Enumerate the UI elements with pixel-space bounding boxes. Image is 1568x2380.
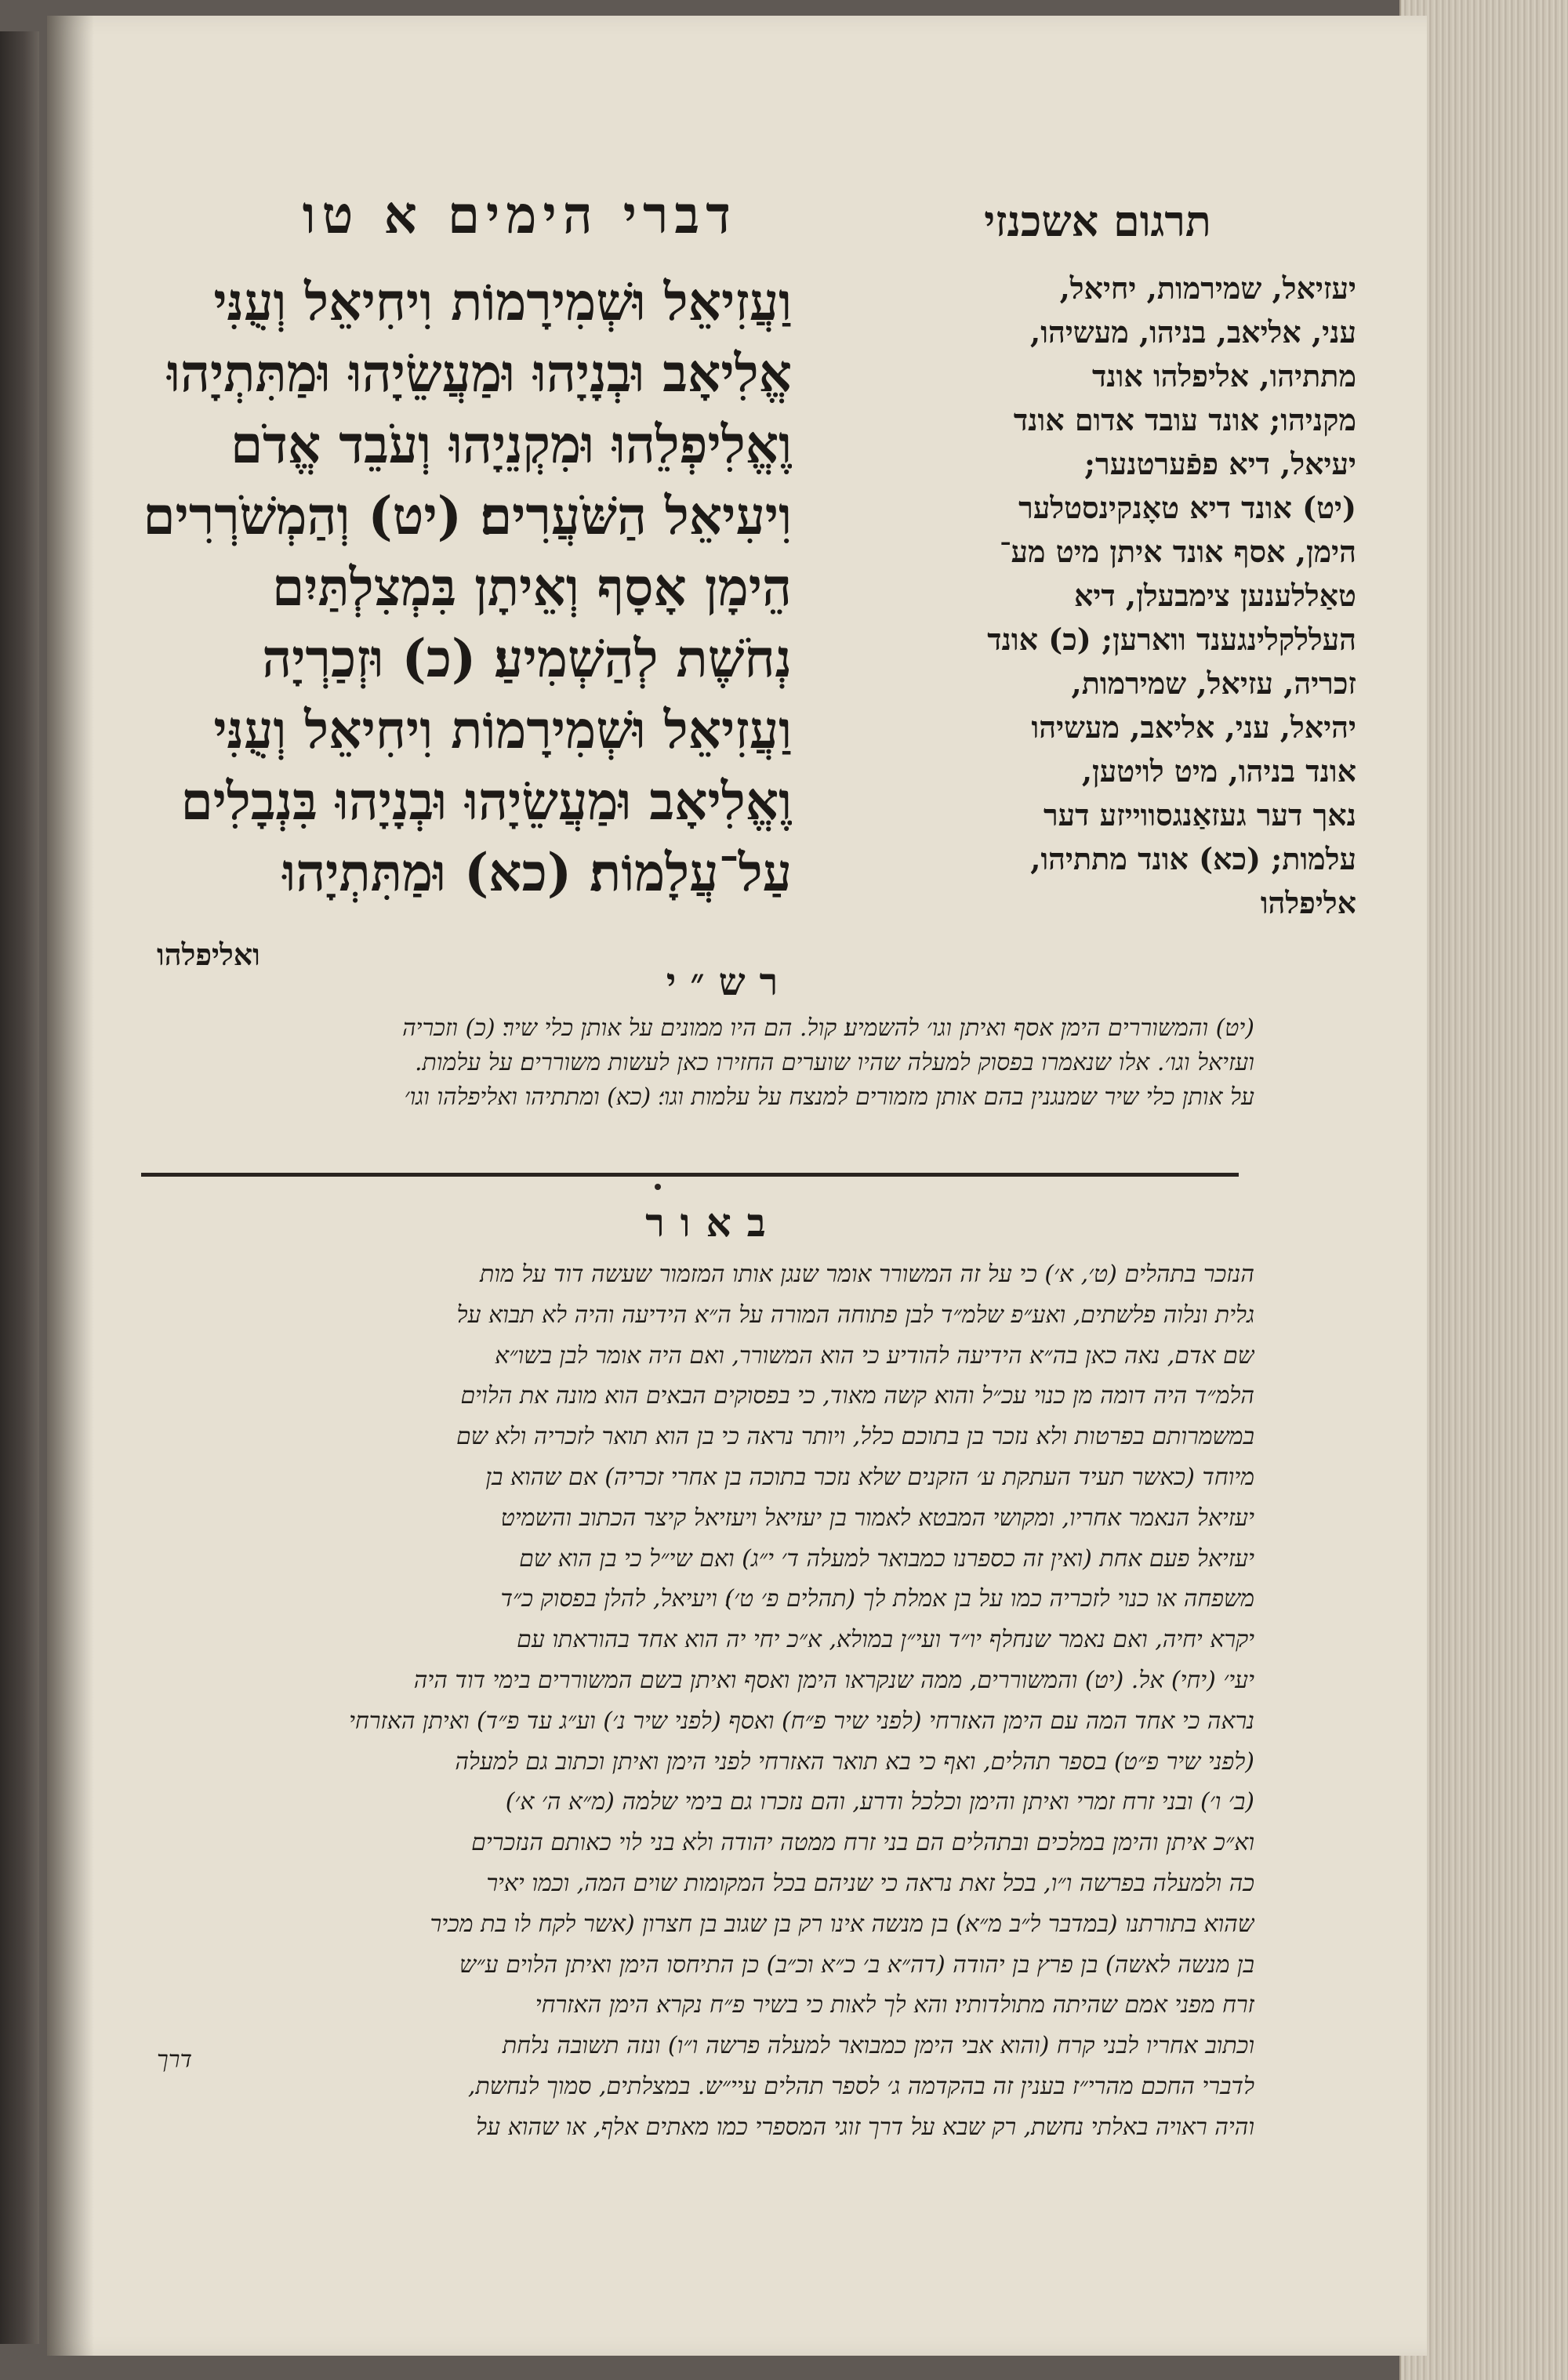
biur-line: מיוחד (כאשר תעיד העתקת ע׳ הזקנים שלא נזכר בתוכה בן אחרי זכריה) אם שהוא בן bbox=[485, 1463, 1254, 1491]
biur-line: וכתוב אחריו לבני קרח (והוא אבי הימן כמבואר למעלה פרשה ו״ו) ונזה תשובה נלחת bbox=[502, 2032, 1254, 2060]
main-text-line: נְחֹשֶׁת לְהַשְׁמִיעַ׃ (כ) וּזְכַרְיָה bbox=[262, 628, 792, 689]
main-text-line: וֶאֱלִיפְלֵהוּ וּמִקְנֵיָהוּ וְעֹבֵד אֱדֹם bbox=[230, 414, 792, 475]
divider-ornament bbox=[655, 1184, 661, 1190]
targum-line: הימן, אסף אונד איתן מיט מע־ bbox=[999, 534, 1356, 569]
targum-line: עני, אליאב, בניהו, מעשיהו, bbox=[1030, 314, 1356, 350]
rashi-heading: רש״י bbox=[666, 960, 793, 1004]
targum-line: מקניהו; אונד עובד אדום אונד bbox=[1013, 402, 1356, 437]
biur-line: זרח מפני אמם שהיתה מתולדותיו׃ והא לך לאות כי בשיר פ״ח נקרא הימן האזרחי bbox=[535, 1991, 1254, 2019]
main-text-line: הֵימָן אָסָף וְאֵיתָן בִּמְצִלְתַּיִם bbox=[271, 557, 792, 618]
targum-line: יהיאל, עני, אליאב, מעשיהו bbox=[1031, 709, 1356, 745]
biur-line: בן מנשה לאשה) בן פרץ בן יהודה (דה״א ב׳ כ״א וכ״ב) כן התיחסו הימן ואיתן הלוים ע״ש bbox=[459, 1950, 1254, 1979]
main-text-line: וַעֲזִיאֵל וּשְׁמִירָמוֹת וִיחִיאֵל וְעֻנִּי bbox=[213, 271, 792, 332]
main-text-line: אֱלִיאָב וּבְנָיָהוּ וּמַעֲשֵׂיָהוּ וּמַתִּתְיָהוּ bbox=[167, 343, 792, 404]
biur-line: יעזיאל פעם אחת (ואין זה כספרנו כמבואר למעלה ד׳ י״ג) ואם שי״ל כי בן הוא שם bbox=[519, 1544, 1254, 1573]
rashi-line: על אותן כלי שיר שמנגנין בהם אותן מזמורים למנצח על עלמות וגו׳׃ (כא) ומתתיהו ואליפלהו וגו׳ bbox=[404, 1083, 1254, 1111]
main-text-column bbox=[118, 267, 792, 909]
targum-line: (יט) אונד דיא טאָנקינסטלער bbox=[1018, 490, 1356, 525]
biur-line: נראה כי אחד המה עם הימן האזרחי (לפני שיר פ״ח) ואסף (לפני שיר נ׳) וע״ג עד פ״ד) ואיתן האזרחי bbox=[349, 1707, 1254, 1735]
biur-line: יקרא יחיה, ואם נאמר שנחלף יו״ד ועי״ן במולא, א״כ יחי יה הוא אחד בהוראתו עם bbox=[517, 1626, 1254, 1654]
book-page bbox=[47, 16, 1427, 2356]
targum-line: זכריה, עזיאל, שמירמות, bbox=[1071, 666, 1356, 701]
book-left-edge bbox=[0, 31, 39, 2344]
biur-line: (לפני שיר פ״ט) בספר תהלים, ואף כי בא תואר האזרחי לפני הימן ואיתן וכתוב גם למעלה bbox=[455, 1747, 1254, 1776]
biur-commentary bbox=[141, 1254, 1254, 2148]
targum-column-title: תרגום אשכנזי bbox=[984, 196, 1211, 246]
targum-line: העללקלינגענד ווארען; (כ) אונד bbox=[987, 622, 1356, 657]
targum-line: אליפלהו bbox=[1260, 885, 1356, 920]
biur-line: שהוא בתורתנו (במדבר ל״ב מ״א) בן מנשה אינו רק בן שגוב בן חצרון (אשר לקח לו בת מכיר bbox=[430, 1910, 1254, 1938]
biur-line: וא״כ איתן והימן במלכים ובתהלים הם בני זרח ממטה יהודה ולא בני לוי כאותם הנזכרים bbox=[471, 1829, 1254, 1857]
targum-line: יעיאל, דיא פפֿערטנער; bbox=[1084, 446, 1356, 481]
targum-line: מתתיהו, אליפלהו אונד bbox=[1091, 358, 1356, 394]
biur-line: במשמרותם בפרטות ולא נזכר בן בתוכם כלל, ויותר נראה כי בן הוא תואר לזכריה ולא שם bbox=[456, 1423, 1254, 1451]
biur-line: והיה ראויה באלתי נחשת, רק שבא על דרך זוגי המספרי כמו מאתים אלף, או שהוא על bbox=[476, 2113, 1254, 2141]
biur-line: לדברי החכם מהרי״ז בענין זה בהקדמה ג׳ לספר תהלים עיי״ש. במצלתים, סמוך לנחשת, bbox=[467, 2072, 1254, 2100]
biur-heading: באור bbox=[645, 1199, 782, 1246]
main-text-continuation: ואליפלהו bbox=[157, 937, 260, 972]
main-text-line: עַל־עֲלָמוֹת׃ (כא) וּמַתִּתְיָהוּ bbox=[282, 842, 792, 903]
biur-line: הנזכר בתהלים (ט׳, א׳) כי על זה המשורר אומר שנגן אותו המזמור שעשה דוד על מות bbox=[479, 1261, 1254, 1288]
biur-line: יעזיאל הנאמר אחריו, ומקושי המבטא לאמור בן יעזיאל ויעזיאל קיצר הכתוב והשמיט bbox=[500, 1504, 1254, 1532]
main-text-line: וִיעִיאֵל הַשֹּׁעֲרִים׃ (יט) וְהַמְשֹׁרְרִים bbox=[143, 485, 792, 546]
section-divider bbox=[141, 1173, 1239, 1177]
targum-line: יעזיאל, שמירמות, יחיאל, bbox=[1059, 270, 1356, 306]
biur-line: גלית ונלוה פלשתים, ואע״פ שלמ״ד לבן פתוחה המורה על ה״א הידיעה והיה לא תבוא על bbox=[456, 1301, 1254, 1329]
spine-shadow bbox=[47, 16, 94, 2356]
biur-line: כה ולמעלה בפרשה ו״ו, בכל זאת נראה כי שניהם בכל המקומות שוים המה, וכמו יאיר bbox=[486, 1869, 1254, 1897]
rashi-commentary bbox=[125, 1011, 1254, 1115]
biur-line: שם אדם, נאה כאן בה״א הידיעה להודיע כי הוא המשורר, ואם היה אומר לבן בשו״א bbox=[495, 1341, 1254, 1370]
biur-line: הלמ״ד היה דומה מן כנוי עכ״ל והוא קשה מאוד, כי בפסוקים הבאים הוא מונה את הלוים bbox=[460, 1382, 1254, 1410]
running-header-title: דברי הימים א טו bbox=[302, 184, 737, 245]
targum-line: אונד בניהו, מיט לויטען, bbox=[1081, 753, 1356, 789]
targum-column bbox=[855, 267, 1356, 925]
rashi-line: (יט) והמשוררים הימן אסף ואיתן וגו׳ להשמיע׃ קול. הם היו ממונים על אותן כלי שיר׃ (כ) וזכריה bbox=[402, 1014, 1254, 1042]
biur-line: יעי׳ (יחי) אל. (יט) והמשוררים, ממה שנקראו הימן ואסף ואיתן בשם המשוררים בימי דוד היה bbox=[413, 1666, 1254, 1694]
targum-line: עלמות; (כא) אונד מתתיהו, bbox=[1030, 841, 1356, 876]
main-text-line: וֶאֱלִיאָב וּמַעֲשֵׂיָהוּ וּבְנָיָהוּ בִּנְבָלִים bbox=[180, 771, 792, 832]
main-text-line: וַעֲזִיאֵל וּשְׁמִירָמוֹת וִיחִיאֵל וְעֻנִּי bbox=[213, 699, 792, 760]
biur-line: משפחה או כנוי לזכריה כמו על בן אמלת לך (תהלים פ׳ ט׳)׃ ויעיאל, להלן בפסוק כ״ד bbox=[500, 1585, 1254, 1613]
catchword: דרך bbox=[157, 2046, 192, 2073]
biur-line: (ב׳ ו׳) ובני זרח זמרי ואיתן והימן וכלכל ודרע, והם נזכרו גם בימי שלמה (מ״א ה׳ א׳) bbox=[505, 1788, 1254, 1816]
rashi-line: ועזיאל וגו׳. אלו שנאמרו בפסוק למעלה שהיו שוערים החזירו כאן לעשות משוררים׃ על עלמות. bbox=[414, 1049, 1254, 1076]
targum-line: נאך דער געזאַנגסווייזע דער bbox=[1043, 797, 1356, 833]
targum-line: טאַללענען צימבעלן, דיא bbox=[1074, 578, 1356, 613]
